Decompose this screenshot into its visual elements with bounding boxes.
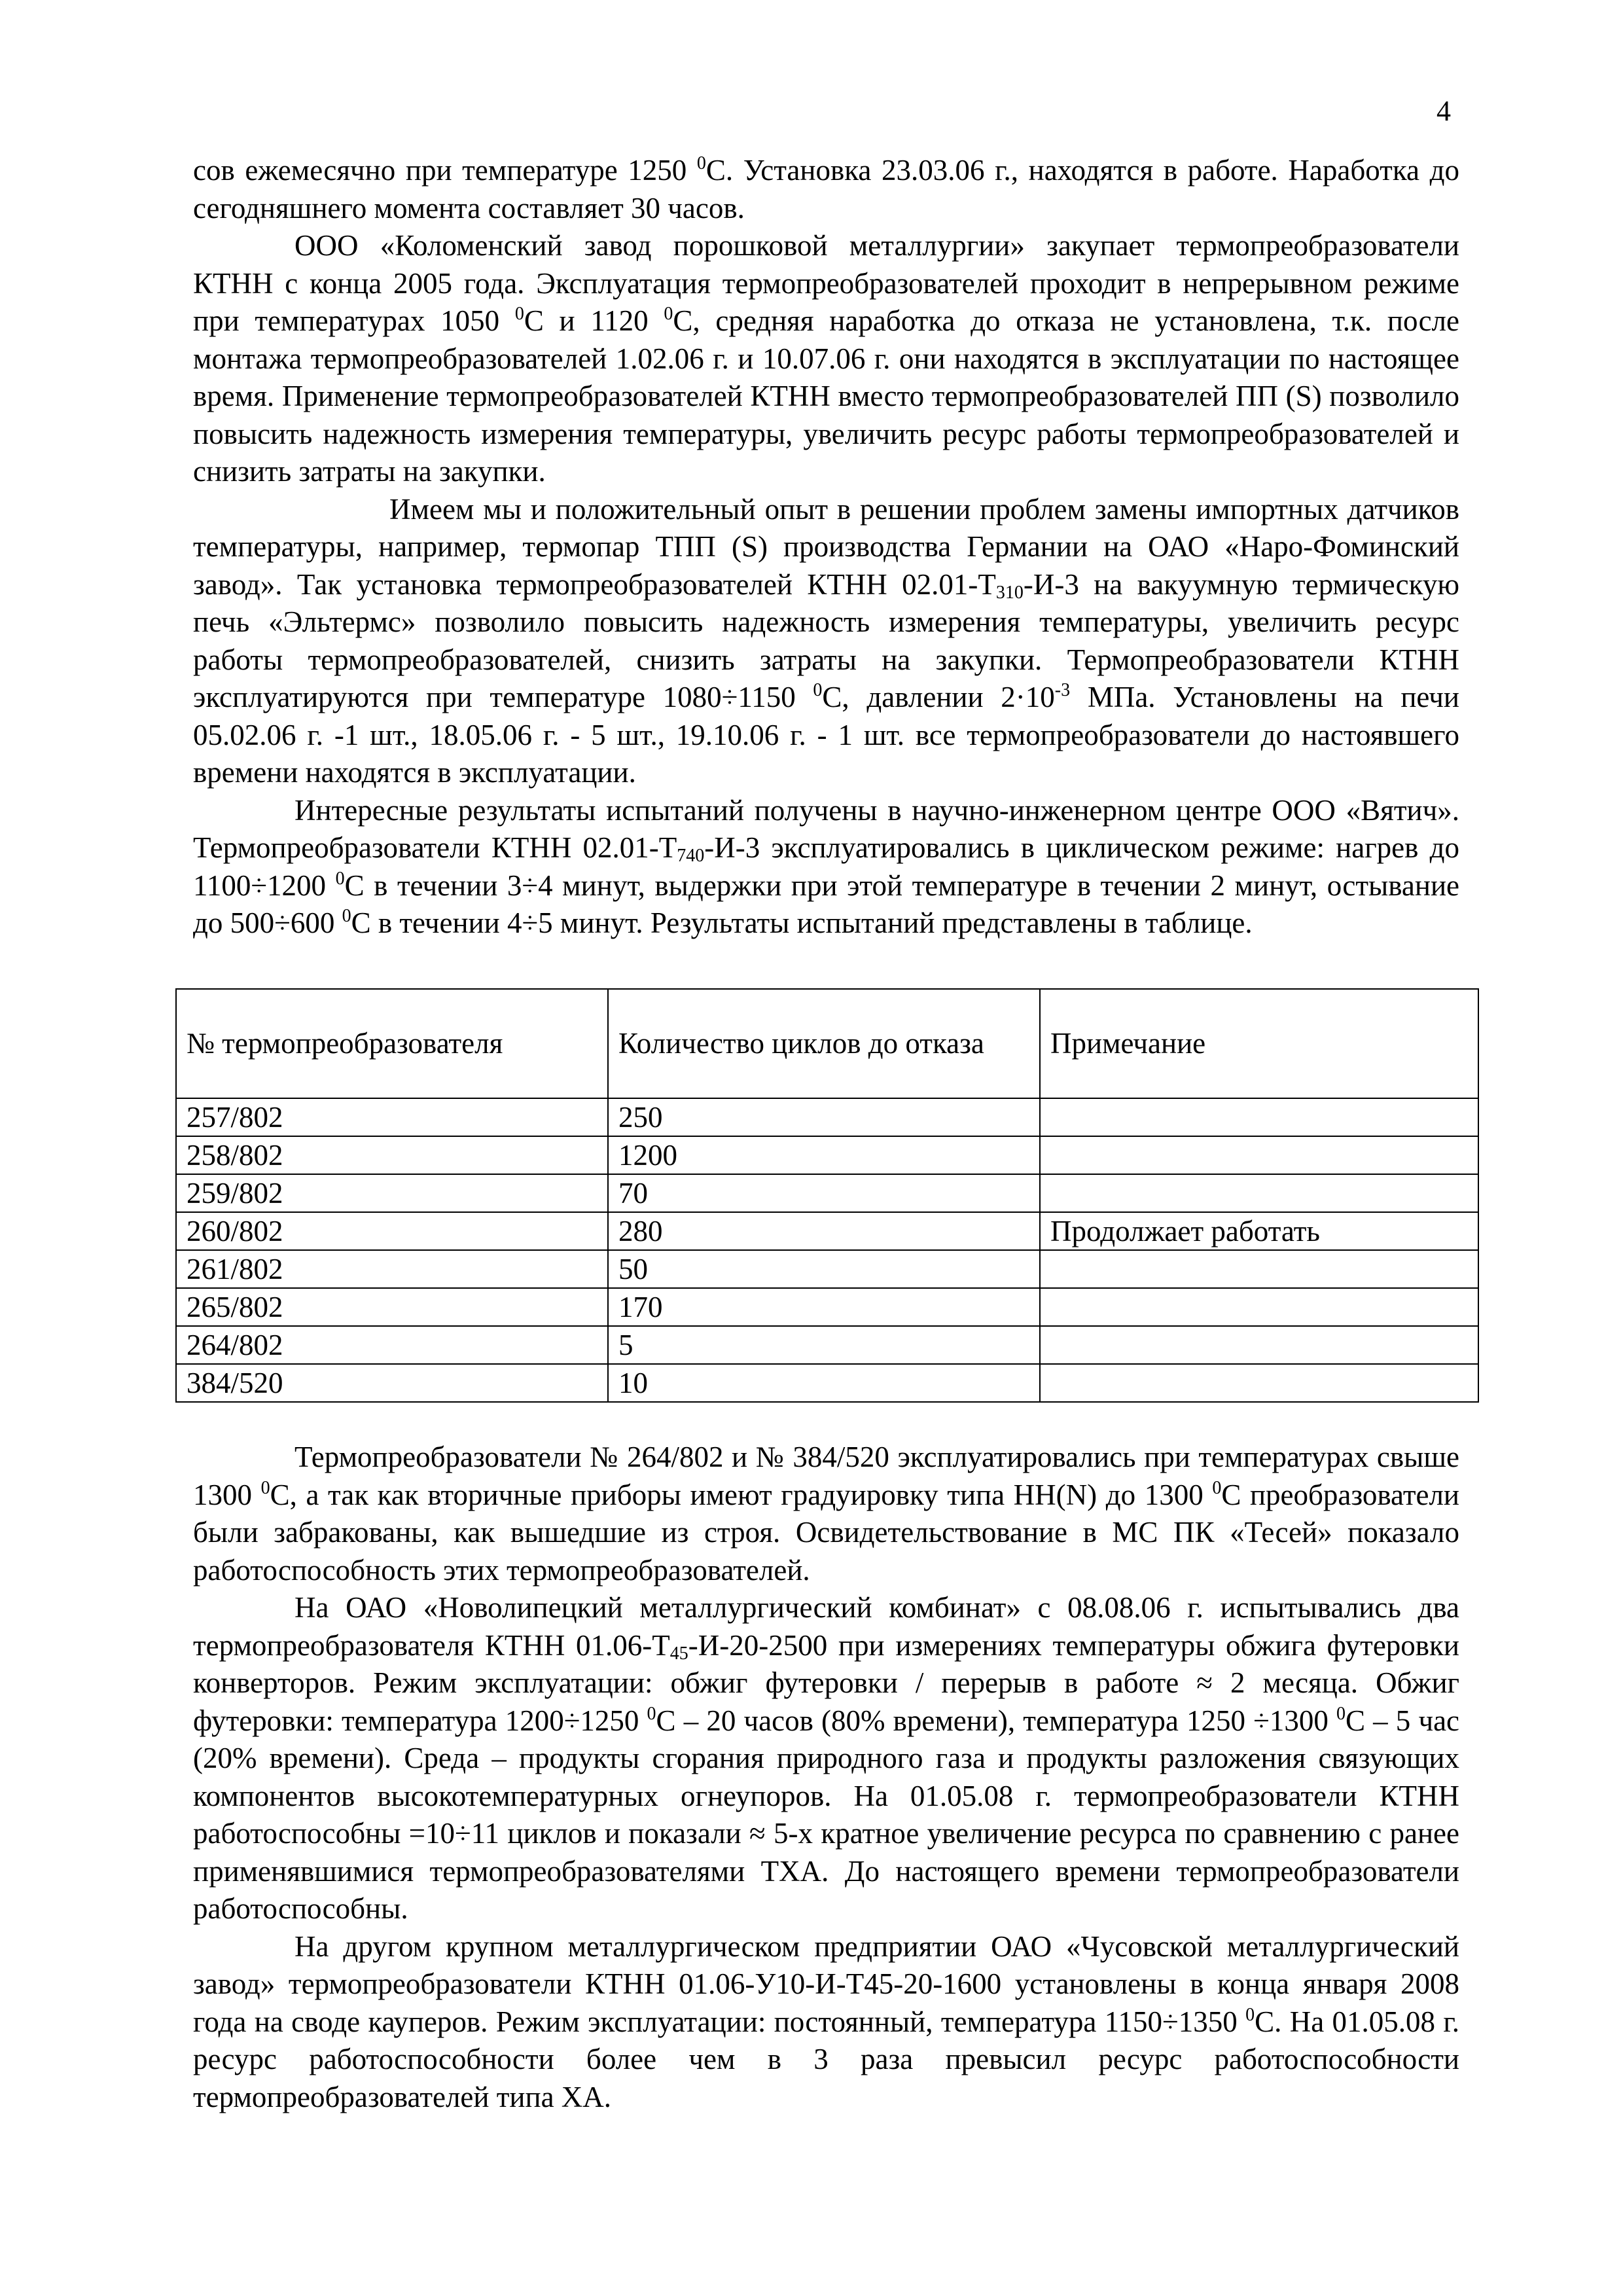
header-sensor-number: № термопреобразователя	[176, 989, 608, 1098]
cell-cycles: 10	[608, 1364, 1040, 1402]
text-run: Имеем мы и положительный опыт в решении проблем замены импортных датчиков температуры, например, термопар ТПП (S) производства Германии на ОАО «Наро-Фоминский завод». Так установка термопреобразователей КТНН 02.01-Т	[193, 492, 1459, 601]
text-run: На ОАО «Новолипецкий металлургический комбинат» с 08.08.06 г. испытывались два термопреобразователя КТНН 01.06-Т	[193, 1591, 1459, 1662]
text-run: На другом крупном металлургическом предприятии ОАО «Чусовской металлургический завод» термопреобразователи КТНН 01.06-У10-И-Т45-20-1600 установлены в конца января 2008 года на своде кауперов. Режим эксплуатации: постоянный, температура 1150÷1350	[193, 1929, 1459, 2038]
table-row	[176, 1288, 1478, 1326]
paragraph-naro-fominsk	[193, 491, 1459, 792]
cell-cycles: 50	[608, 1250, 1040, 1288]
paragraph-chusovoy	[193, 1928, 1459, 2117]
header-note: Примечание	[1040, 989, 1478, 1098]
text-run: С. На 01.05.08 г. ресурс работоспособности более чем в 3 раза превысил ресурс работоспособности термопреобразователей типа ХА.	[193, 2005, 1459, 2113]
text-run: С – 5 час (20% времени). Среда – продукты сгорания природного газа и продукты разложения связующих компонентов высокотемпературных огнеупоров. На 01.05.08 г. термопреобразователи КТНН работоспособны =10÷11 циклов и показали ≈ 5-х кратное увеличение ресурса по сравнению с ранее применявшимися термопреобразователями ТХА. До настоящего времени термопреобразователи работоспособны.	[193, 1704, 1460, 1925]
table-row	[176, 1326, 1478, 1364]
results-table-wrapper	[175, 988, 1478, 1403]
table-row	[176, 1250, 1478, 1288]
cell-note	[1040, 1326, 1478, 1364]
text-run: С в течении 3÷4 минут, выдержки при этой температуре в течении 2 минут, остывание до 500÷600	[193, 869, 1459, 939]
table-row	[176, 1098, 1478, 1136]
text-run: -И-3 на вакуумную термическую печь «Эльтермс» позволило повысить надежность измерения температуры, увеличить ресурс работы термопреобразователей, снизить затраты на закупки. Термопреобразователи КТНН эксплуатируются при температуре 1080÷1150	[193, 567, 1459, 713]
cell-note	[1040, 1250, 1478, 1288]
text-run: сов ежемесячно при температуре 1250	[193, 154, 697, 187]
cell-cycles: 70	[608, 1174, 1040, 1212]
text-run: Интересные результаты испытаний получены в научно-инженерном центре ООО «Вятич». Термопреобразователи КТНН 02.01-Т	[193, 793, 1459, 864]
cell-cycles: 250	[608, 1098, 1040, 1136]
superscript: 0	[696, 153, 706, 173]
cell-note	[1040, 1174, 1478, 1212]
cell-sensor: 257/802	[176, 1098, 608, 1136]
text-run: МПа. Установлены на печи 05.02.06 г. -1 шт., 18.05.06 г. - 5 шт., 19.10.06 г. - 1 шт. все термопреобразователи до настоявшего времени находятся в эксплуатации.	[193, 681, 1459, 789]
text-run: С – 20 часов (80% времени), температура 1250 ÷1300	[656, 1704, 1336, 1737]
text-block-bottom	[193, 1439, 1459, 2116]
cell-cycles: 170	[608, 1288, 1040, 1326]
cell-note	[1040, 1288, 1478, 1326]
paragraph-nlmk	[193, 1589, 1459, 1928]
table-header-row	[176, 989, 1478, 1098]
text-run: С, а так как вторичные приборы имеют градуировку типа НН(N) до 1300	[270, 1478, 1213, 1511]
superscript: 0	[1245, 2004, 1255, 2025]
page-number: 4	[1436, 95, 1451, 127]
superscript: 0	[514, 304, 524, 324]
table-row	[176, 1212, 1478, 1250]
text-run: -И-20-2500 при измерениях температуры обжига футеровки конверторов. Режим эксплуатации: обжиг футеровки / перерыв в работе ≈ 2 месяца. Обжиг футеровки: температура 1200÷1250	[193, 1628, 1459, 1737]
header-cycles-to-failure: Количество циклов до отказа	[608, 989, 1040, 1098]
paragraph-continuation	[193, 152, 1459, 227]
text-block-top	[193, 152, 1459, 942]
cell-sensor: 260/802	[176, 1212, 608, 1250]
superscript: -3	[1054, 680, 1071, 700]
superscript: 0	[813, 680, 823, 700]
paragraph-vyatich	[193, 792, 1459, 942]
cell-sensor: 264/802	[176, 1326, 608, 1364]
cell-sensor: 261/802	[176, 1250, 608, 1288]
superscript: 0	[1212, 1477, 1222, 1498]
subscript: 310	[995, 582, 1024, 603]
text-run: С, средняя наработка до отказа не установлена, т.к. после монтажа термопреобразователей 1.02.06 г. и 10.07.06 г. они находятся в эксплуатации по настоящее время. Применение термопреобразователей КТНН вместо термопреобразователей ПП (S) позволило повысить надежность измерения температуры, увеличить ресурс работы термопреобразователей и снизить затраты на закупки.	[193, 304, 1459, 488]
text-run: С преобразователи были забракованы, как вышедшие из строя. Освидетельствование в МС ПК «Тесей» показало работоспособность этих термопреобразователей.	[193, 1478, 1460, 1587]
text-run: С в течении 4÷5 минут. Результаты испытаний представлены в таблице.	[351, 906, 1253, 939]
superscript: 0	[342, 906, 351, 926]
superscript: 0	[647, 1703, 656, 1724]
superscript: 0	[260, 1477, 270, 1498]
subscript: 45	[669, 1643, 688, 1664]
cell-cycles: 280	[608, 1212, 1040, 1250]
subscript: 740	[677, 846, 705, 866]
cell-sensor: 384/520	[176, 1364, 608, 1402]
table-row	[176, 1136, 1478, 1174]
table-row	[176, 1174, 1478, 1212]
text-run: Термопреобразователи № 264/802 и № 384/520 эксплуатировались при температурах свыше 1300	[193, 1441, 1459, 1511]
cell-note	[1040, 1364, 1478, 1402]
table-row	[176, 1364, 1478, 1402]
cell-note	[1040, 1136, 1478, 1174]
text-run: ООО «Коломенский завод порошковой металлургии» закупает термопреобразователи КТНН с конца 2005 года. Эксплуатация термопреобразователей проходит в непрерывном режиме при температурах 1050	[193, 229, 1459, 337]
superscript: 0	[664, 304, 673, 324]
text-run: -И-3 эксплуатировались в циклическом режиме: нагрев до 1100÷1200	[193, 831, 1459, 902]
cell-sensor: 265/802	[176, 1288, 608, 1326]
superscript: 0	[335, 868, 345, 889]
cell-sensor: 258/802	[176, 1136, 608, 1174]
cell-note: Продолжает работать	[1040, 1212, 1478, 1250]
results-table	[175, 988, 1479, 1403]
superscript: 0	[1336, 1703, 1346, 1724]
cell-sensor: 259/802	[176, 1174, 608, 1212]
cell-note	[1040, 1098, 1478, 1136]
cell-cycles: 5	[608, 1326, 1040, 1364]
text-run: С, давлении 2·10	[822, 681, 1055, 713]
text-run: С и 1120	[524, 304, 664, 337]
cell-cycles: 1200	[608, 1136, 1040, 1174]
paragraph-tesei	[193, 1439, 1459, 1589]
text-run: С. Установка 23.03.06 г., находятся в работе. Наработка до сегодняшнего момента составляет 30 часов.	[193, 154, 1459, 224]
paragraph-kolomna	[193, 227, 1459, 491]
